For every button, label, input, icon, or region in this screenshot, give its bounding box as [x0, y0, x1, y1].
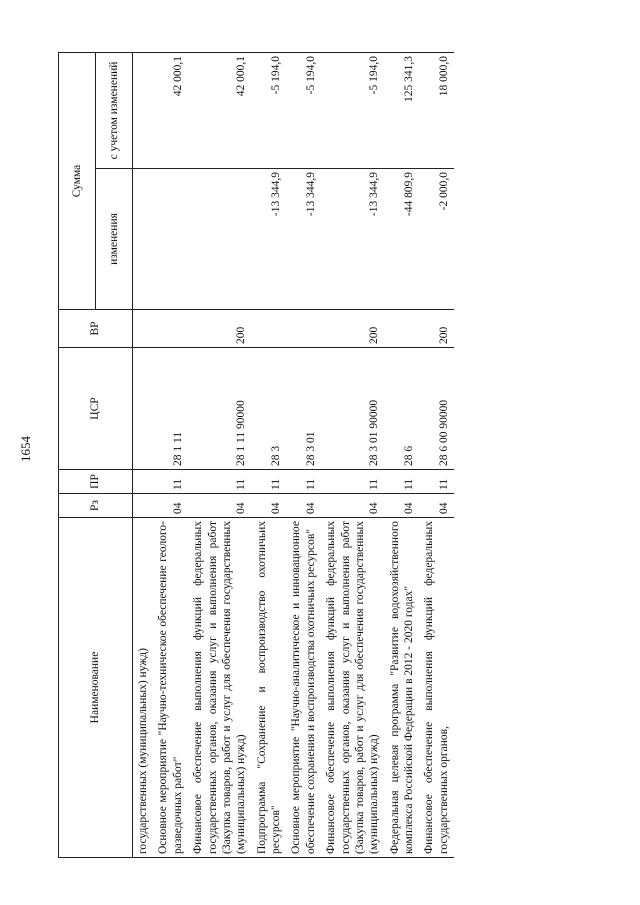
cell-pr: 11 [286, 470, 321, 494]
cell-vr [385, 310, 420, 348]
cell-csr: 28 6 00 90000 [419, 348, 454, 470]
table-body [133, 52, 455, 857]
cell-vr [286, 310, 321, 348]
col-pr-header: ПР [59, 470, 133, 494]
cell-vr: 200 [188, 310, 252, 348]
cell-pr [133, 470, 154, 494]
cell-rz: 04 [419, 494, 454, 518]
cell-with-changes: 125 341,3 [385, 52, 420, 168]
cell-vr [153, 310, 188, 348]
cell-changes [188, 169, 252, 310]
table-row [153, 52, 188, 857]
cell-csr: 28 1 11 90000 [188, 348, 252, 470]
cell-with-changes: 42 000,1 [188, 52, 252, 168]
cell-pr: 11 [153, 470, 188, 494]
cell-rz [133, 494, 154, 518]
table-row [286, 52, 321, 857]
cell-changes: -13 344,9 [286, 169, 321, 310]
cell-rz: 04 [321, 494, 385, 518]
cell-name: Финансовое обеспечение выполнения функций федеральных государственных органов, [419, 518, 454, 858]
table-row [133, 52, 154, 857]
col-vr-header: ВР [59, 310, 133, 348]
table-row [321, 52, 385, 857]
table-row [188, 52, 252, 857]
cell-vr [133, 310, 154, 348]
cell-pr: 11 [321, 470, 385, 494]
cell-rz: 04 [286, 494, 321, 518]
header-row-top [59, 52, 96, 857]
col-sum-header: Сумма [59, 52, 96, 309]
page-number: 1654 [18, 436, 33, 462]
cell-pr: 11 [385, 470, 420, 494]
cell-pr: 11 [188, 470, 252, 494]
cell-rz: 04 [153, 494, 188, 518]
cell-csr: 28 3 [252, 348, 287, 470]
cell-changes: -2 000,0 [419, 169, 454, 310]
col-changes-header: изменения [96, 169, 133, 310]
cell-changes: -13 344,9 [252, 169, 287, 310]
cell-name: Федеральная целевая программа "Развитие водохозяйственного комплекса Российской Федерации в 2012 - 2020 годах" [385, 518, 420, 858]
cell-rz: 04 [252, 494, 287, 518]
cell-pr: 11 [419, 470, 454, 494]
budget-table [58, 52, 454, 858]
cell-changes: -44 809,9 [385, 169, 420, 310]
table-row [385, 52, 420, 857]
cell-vr: 200 [321, 310, 385, 348]
budget-table-rotated [58, 53, 603, 858]
cell-name: государственных (муниципальных) нужд) [133, 518, 154, 858]
cell-csr: 28 3 01 [286, 348, 321, 470]
cell-rz: 04 [385, 494, 420, 518]
cell-name: Финансовое обеспечение выполнения функций федеральных государственных органов, оказания услуг и выполнения работ (Закупка товаров, работ и услуг для обеспечения государственных (муниципальных) нужд) [321, 518, 385, 858]
cell-vr [252, 310, 287, 348]
cell-csr [133, 348, 154, 470]
col-rz-header: Рз [59, 494, 133, 518]
cell-csr: 28 6 [385, 348, 420, 470]
cell-name: Основное мероприятие "Научно-техническое обеспечение геолого-разведочных работ" [153, 518, 188, 858]
col-with-changes-header: с учетом изменений [96, 52, 133, 168]
cell-changes [153, 169, 188, 310]
cell-pr: 11 [252, 470, 287, 494]
cell-with-changes: -5 194,0 [321, 52, 385, 168]
cell-with-changes: -5 194,0 [252, 52, 287, 168]
cell-changes [133, 169, 154, 310]
cell-changes: -13 344,9 [321, 169, 385, 310]
cell-name: Подпрограмма "Сохранение и воспроизводство охотничьих ресурсов" [252, 518, 287, 858]
table-row [252, 52, 287, 857]
cell-rz: 04 [188, 494, 252, 518]
cell-csr: 28 1 11 [153, 348, 188, 470]
cell-csr: 28 3 01 90000 [321, 348, 385, 470]
cell-name: Основное мероприятие "Научно-аналитическое и инновационное обеспечение сохранения и воспроизводства охотничьих ресурсов" [286, 518, 321, 858]
cell-with-changes: 42 000,1 [153, 52, 188, 168]
cell-with-changes: -5 194,0 [286, 52, 321, 168]
cell-vr: 200 [419, 310, 454, 348]
cell-with-changes [133, 52, 154, 168]
col-csr-header: ЦСР [59, 348, 133, 470]
cell-name: Финансовое обеспечение выполнения функций федеральных государственных органов, оказания услуг и выполнения работ (Закупка товаров, работ и услуг для обеспечения государственных (муниципальных) нужд) [188, 518, 252, 858]
col-name-header: Наименование [59, 518, 133, 858]
table-row [419, 52, 454, 857]
cell-with-changes: 18 000,0 [419, 52, 454, 168]
